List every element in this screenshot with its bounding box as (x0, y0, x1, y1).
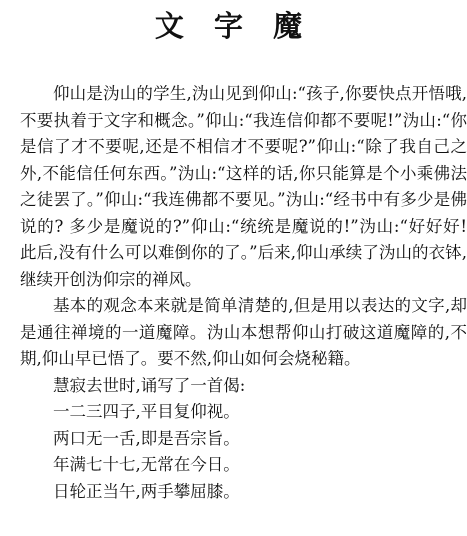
article-body (20, 81, 467, 505)
poem-line: 年满七十七,无常在今日。 (53, 455, 240, 474)
poem-line: 日轮正当午,两手攀屈膝。 (53, 481, 240, 501)
poem-line: 两口无一舌,即是吾宗旨。 (53, 428, 240, 448)
poem-intro: 慧寂去世时,诵写了一首偈: (53, 375, 246, 395)
poem-line: 一二三四子,平目复仰视。 (53, 402, 240, 421)
page-title: 文 字 魔 (154, 9, 313, 43)
paragraph: 基本的观念本来就是简单清楚的,但是用以表达的文字,却是通往禅境的一道魔障。沩山本想帮仰山打破这道魔障的,不期,仰山早已悟了。要不然,仰山如何会烧秘籍。 (20, 296, 467, 368)
paragraph: 仰山是沩山的学生,沩山见到仰山:“孩子,你要快点开悟哦,不要执着于文字和概念。”仰山:“我连信仰都不要呢!”沩山:“你是信了才不要呢,还是不相信才不要呢?”仰山:“除了我自己之外,不能信任何东西。”沩山:“这样的话,你只能算是个小乘佛法之徒罢了。”仰山:“我连佛都不要见。”沩山:“经书中有多少是佛说的? 多少是魔说的?”仰山:“统统是魔说的!”沩山:“好好好! 此后,没有什么可以难倒你的了。”后来,仰山承续了沩山的衣钵,继续开创沩仰宗的禅风。 (20, 84, 467, 289)
